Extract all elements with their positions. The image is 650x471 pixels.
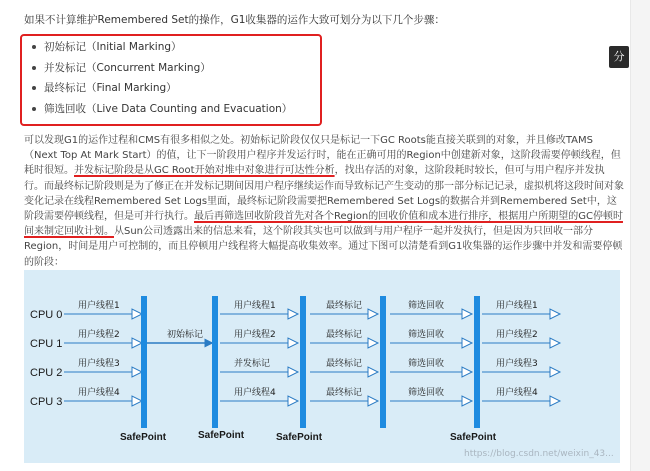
g1-phase-diagram [24, 270, 620, 463]
steps-list [32, 40, 292, 122]
user-thread-label: 用户线程1 [496, 301, 538, 311]
watermark: https://blog.csdn.net/weixin_43... [464, 449, 614, 459]
final-marking-label: 最终标记 [326, 330, 363, 340]
evacuation-label: 筛选回收 [408, 388, 445, 398]
safepoint-bar [300, 296, 306, 428]
final-marking-label: 最终标记 [326, 359, 363, 369]
underlined-evacuation: 最后再筛选回收阶段首先对各个Region的回收价值和成本进行排序，根据用户所期望的GC停顿时间来制定回收计划。 [24, 211, 623, 238]
paragraph-text: 可以发现G1的运作过程和CMS有很多相似之处。初始标记阶段仅仅只是标记一下GC Roots能直接关联到的对象，并且修改TAMS（Next Top At Mark Start）的值，让下一阶段用户程序并发运行时，能在正确可用的Region中创建新对象，这阶段需要停顿线程，但耗时很短。 [24, 135, 621, 177]
final-marking-label: 最终标记 [326, 301, 363, 311]
user-thread-label: 用户线程2 [78, 330, 120, 340]
user-thread-label: 用户线程1 [78, 301, 120, 311]
user-thread-label: 用户线程2 [234, 330, 276, 340]
safepoint-label: SafePoint [120, 432, 167, 443]
list-item: 并发标记（Concurrent Marking） [32, 61, 292, 82]
share-button[interactable]: 分 [609, 46, 629, 68]
safepoint-label: SafePoint [198, 430, 245, 441]
cpu-label-2: CPU 2 [30, 367, 63, 379]
final-marking-label: 最终标记 [326, 388, 363, 398]
user-thread-label: 用户线程3 [78, 359, 120, 369]
paragraph-text: 从Sun公司透露出来的信息来看，这个阶段其实也可以做到与用户程序一起并发执行，但是因为只回收一部分Region，时间是用户可控制的，而且停顿用户线程将大幅提高收集效率。通过下图可以清楚看到G1收集器的运作步骤中并发和需要停顿的阶段： [24, 226, 623, 268]
safepoint-bar [212, 296, 218, 428]
safepoint-bar [380, 296, 386, 428]
paragraph-text: ，找出存活的对象，这阶段耗时较长，但可与用户程序并发执行。而最终标记阶段则是为了修正在并发标记期间因用户程序继续运作而导致标记产生变动的那一部分标记记录，虚拟机将这段时间对象变化记录在线程Remembered Set Logs里面，最终标记阶段需要把Remembered Set Logs的数据合并到Remembered Set中，这阶段需要停顿线程，但是可并行执行。 [24, 165, 624, 223]
concurrent-marking-label: 并发标记 [234, 359, 271, 369]
safepoint-bar [474, 296, 480, 428]
evacuation-label: 筛选回收 [408, 301, 445, 311]
user-thread-label: 用户线程4 [234, 388, 276, 398]
cpu-label-0: CPU 0 [30, 309, 63, 321]
list-item: 初始标记（Initial Marking） [32, 40, 292, 61]
initial-marking-label: 初始标记 [167, 330, 204, 340]
user-thread-label: 用户线程4 [496, 388, 538, 398]
safepoint-label: SafePoint [450, 432, 497, 443]
final-marking-segment [310, 299, 378, 406]
cpu-label-1: CPU 1 [30, 338, 63, 350]
evacuation-segment [390, 299, 472, 406]
user-thread-label: 用户线程1 [234, 301, 276, 311]
safepoint-bar [141, 296, 147, 428]
list-item: 最终标记（Final Marking） [32, 81, 292, 102]
evacuation-label: 筛选回收 [408, 330, 445, 340]
concurrent-segment [220, 299, 298, 406]
underlined-concurrent-marking: 并发标记阶段是从GC Root开始对堆中对象进行可达性分析 [74, 165, 335, 177]
right-scroll-rail[interactable] [630, 0, 650, 471]
user-threads-segment-1 [64, 299, 142, 406]
cpu-label-3: CPU 3 [30, 396, 63, 408]
list-item: 筛选回收（Live Data Counting and Evacuation） [32, 102, 292, 123]
user-threads-segment-2 [482, 299, 560, 406]
safepoint-label: SafePoint [276, 432, 323, 443]
intro-text: 如果不计算维护Remembered Set的操作，G1收集器的运作大致可划分为以下几个步骤： [24, 14, 445, 26]
user-thread-label: 用户线程4 [78, 388, 120, 398]
g1-phase-diagram-svg [24, 270, 620, 463]
evacuation-label: 筛选回收 [408, 359, 445, 369]
user-thread-label: 用户线程2 [496, 330, 538, 340]
user-thread-label: 用户线程3 [496, 359, 538, 369]
explanation-paragraph [24, 133, 624, 270]
